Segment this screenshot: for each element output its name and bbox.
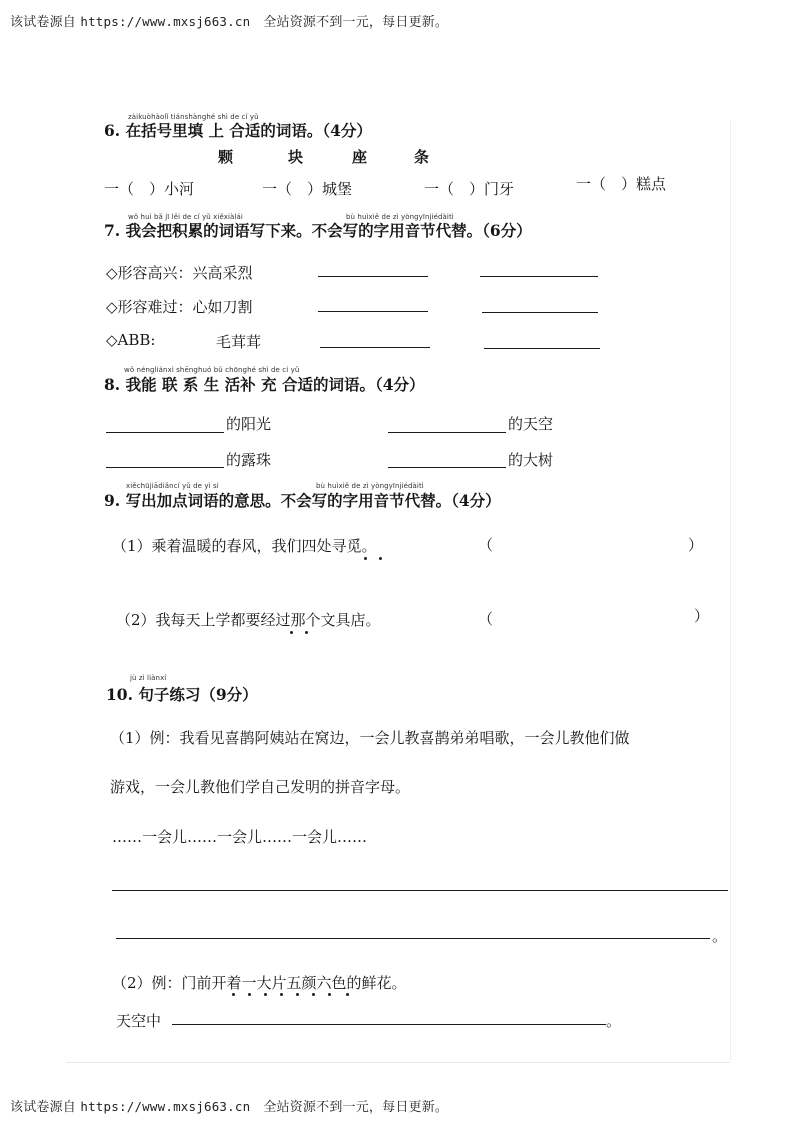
q9-title: 9. 写出加点词语的意思。不会写的字用音节代替。（4分） <box>104 491 501 510</box>
q10-period-1: 。 <box>712 927 728 945</box>
q9-paren-open-2: （ <box>478 610 494 628</box>
q7-blank-2a[interactable] <box>318 311 428 312</box>
q7-row-1: ◇形容高兴：兴高采烈 <box>106 264 253 282</box>
q10-answer-line-3[interactable] <box>172 1024 606 1025</box>
banner-url[interactable]: https://www.mxsj663.cn <box>80 1099 251 1114</box>
banner-slogan: 全站资源不到一元，每日更新。 <box>263 1100 449 1115</box>
banner-prefix: 该试卷源自 <box>10 1100 77 1115</box>
banner-url[interactable]: https://www.mxsj663.cn <box>80 14 251 29</box>
q8-blank-4[interactable] <box>388 467 506 468</box>
q8-item-1: 的阳光 <box>226 415 272 433</box>
bottom-banner <box>10 1096 448 1115</box>
q10-period-2: 。 <box>606 1012 622 1030</box>
q10-prompt: 天空中 <box>116 1012 162 1030</box>
q10-example-2: （2）例：门前开着一大片五颜六色的鲜花。 <box>112 974 407 992</box>
q7-blank-3a[interactable] <box>320 347 430 348</box>
q8-blank-3[interactable] <box>106 467 224 468</box>
q8-blank-2[interactable] <box>388 432 506 433</box>
q10-emphasis-dots <box>222 993 372 997</box>
scan-edge <box>730 120 731 1060</box>
page-divider <box>66 1062 730 1063</box>
q6-title: 6. 在括号里填 上 合适的词语。（4分） <box>104 121 372 140</box>
q9-emphasis-dots-1 <box>356 557 396 561</box>
q9-pinyin-2: bù huìxiě de zì yòngyīnjiédàitì <box>316 482 424 490</box>
q8-title: 8. 我能 联 系 生 活补 充 合适的词语。（4分） <box>104 375 425 394</box>
banner-slogan: 全站资源不到一元，每日更新。 <box>263 15 449 30</box>
q9-paren-close-1: ） <box>688 536 704 554</box>
q6-word-4: 条 <box>414 148 430 166</box>
q9-sentence-2: （2）我每天上学都要经过那个文具店。 <box>116 611 381 629</box>
q6-item-3: 一（ ）门牙 <box>424 180 515 198</box>
q9-emphasis-dots-2 <box>282 631 322 635</box>
q10-example-1-line-1: （1）例：我看见喜鹊阿姨站在窝边，一会儿教喜鹊弟弟唱歌，一会儿教他们做 <box>110 729 630 747</box>
q8-item-4: 的大树 <box>508 451 554 469</box>
q6-word-2: 块 <box>288 148 304 166</box>
q7-row-3-word: 毛茸茸 <box>216 333 262 351</box>
q10-pattern: ……一会儿……一会儿……一会儿…… <box>112 828 368 846</box>
q9-paren-close-2: ） <box>694 607 710 625</box>
q6-item-2: 一（ ）城堡 <box>262 180 353 198</box>
q6-word-3: 座 <box>352 148 368 166</box>
q8-pinyin: wǒ néngliánxì shēnghuó bǔ chōnghé shì de cí yǔ <box>124 366 300 374</box>
q6-word-1: 颗 <box>218 148 234 166</box>
q10-pinyin: jù zi liànxí <box>130 674 167 682</box>
q7-blank-3b[interactable] <box>484 348 600 349</box>
q7-row-3-label: ◇ABB: <box>106 331 156 349</box>
q7-pinyin-1: wǒ huì bǎ jī lěi de cí yǔ xiěxiàlái <box>128 213 243 221</box>
q8-item-3: 的露珠 <box>226 451 272 469</box>
q7-blank-2b[interactable] <box>482 312 598 313</box>
q9-sentence-1: （1）乘着温暖的春风，我们四处寻觅。 <box>112 537 377 555</box>
q9-pinyin-1: xiěchūjiādiǎncí yǔ de yì si <box>126 482 219 490</box>
q10-answer-line-2[interactable] <box>116 938 710 939</box>
q7-blank-1b[interactable] <box>480 276 598 277</box>
top-banner <box>10 11 448 30</box>
q6-item-1: 一（ ）小河 <box>104 180 195 198</box>
q7-title: 7. 我会把积累的词语写下来。不会写的字用音节代替。（6分） <box>104 221 532 240</box>
q6-pinyin: zàikuòhàolǐ tiánshànghé shì de cí yǔ <box>128 113 259 121</box>
q7-pinyin-2: bù huìxiě de zì yòngyīnjiédàitì <box>346 213 454 221</box>
q9-paren-open-1: （ <box>478 536 494 554</box>
q7-row-2: ◇形容难过：心如刀割 <box>106 298 253 316</box>
q10-answer-line-1[interactable] <box>112 890 728 891</box>
q6-item-4: 一（ ）糕点 <box>576 175 667 193</box>
q10-title: 10. 句子练习（9分） <box>106 685 258 704</box>
q8-item-2: 的天空 <box>508 415 554 433</box>
q10-example-1-line-2: 游戏，一会儿教他们学自己发明的拼音字母。 <box>110 778 411 796</box>
q8-blank-1[interactable] <box>106 432 224 433</box>
banner-prefix: 该试卷源自 <box>10 15 77 30</box>
q7-blank-1a[interactable] <box>318 276 428 277</box>
